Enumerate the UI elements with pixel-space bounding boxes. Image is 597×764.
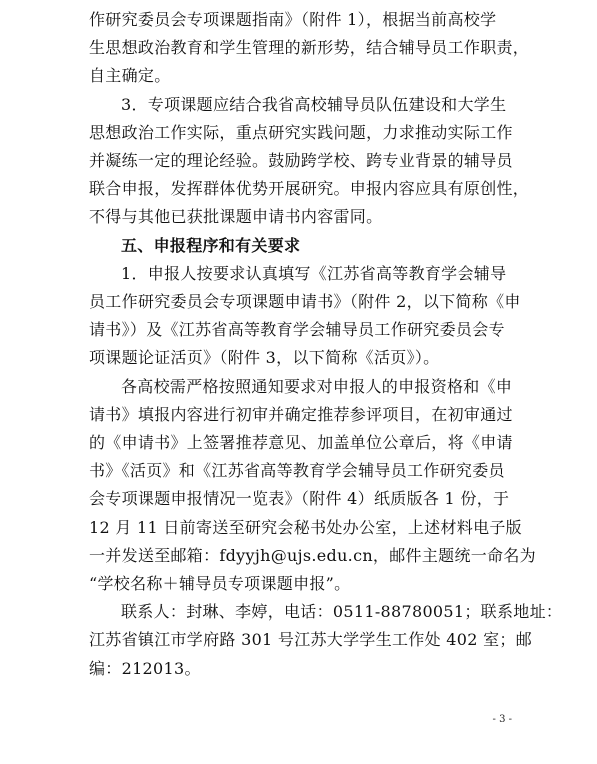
paragraph-line: 项课题论证活页》（附件 3，以下简称《活页》）。	[89, 348, 440, 368]
paragraph-line: 3．专项课题应结合我省高校辅导员队伍建设和大学生	[121, 94, 507, 114]
section-heading: 五、申报程序和有关要求	[121, 235, 301, 255]
paragraph-line: 作研究委员会专项课题指南》（附件 1），根据当前高校学	[89, 10, 497, 29]
paragraph-line: 1．申报人按要求认真填写《江苏省高等教育学会辅导	[121, 263, 507, 283]
paragraph-line: 联合申报，发挥群体优势开展研究。申报内容应具有原创性，	[89, 179, 530, 199]
paragraph-line: 12 月 11 日前寄送至研究会秘书处办公室，上述材料电子版	[89, 517, 522, 537]
paragraph-line: 江苏省镇江市学府路 301 号江苏大学学生工作处 402 室；邮	[89, 630, 533, 650]
paragraph-line: 思想政治工作实际，重点研究实践问题，力求推动实际工作	[89, 122, 513, 142]
page-number: - 3 -	[492, 714, 512, 725]
paragraph-line: 员工作研究委员会专项课题申请书》（附件 2，以下简称《申	[89, 292, 521, 311]
paragraph-line: 联系人：封琳、李婷，电话：0511-88780051；联系地址：	[121, 602, 563, 622]
paragraph-line: 请书》）及《江苏省高等教育学会辅导员工作研究委员会专	[89, 320, 505, 340]
paragraph-line: 书》《活页》和《江苏省高等教育学会辅导员工作研究委员	[89, 461, 505, 481]
paragraph-line: 请书》填报内容进行初审并确定推荐参评项目，在初审通过	[89, 404, 513, 424]
paragraph-line: “学校名称＋辅导员专项课题申报”。	[89, 574, 351, 593]
paragraph-line: 生思想政治教育和学生管理的新形势，结合辅导员工作职责，	[89, 38, 530, 58]
paragraph-line: 不得与其他已获批课题申请书内容雷同。	[89, 207, 383, 227]
paragraph-line: 自主确定。	[89, 66, 171, 86]
paragraph-line: 并凝练一定的理论经验。鼓励跨学校、跨专业背景的辅导员	[89, 151, 513, 170]
paragraph-line: 编：212013。	[89, 658, 201, 678]
paragraph-line: 的《申请书》上签署推荐意见、加盖单位公章后，将《申请	[89, 433, 513, 452]
paragraph-line: 一并发送至邮箱：fdyyjh@ujs.edu.cn，邮件主题统一命名为	[89, 545, 536, 565]
paragraph-line: 会专项课题申报情况一览表》（附件 4）纸质版各 1 份，于	[89, 489, 510, 509]
paragraph-line: 各高校需严格按照通知要求对申报人的申报资格和《申	[121, 376, 513, 396]
